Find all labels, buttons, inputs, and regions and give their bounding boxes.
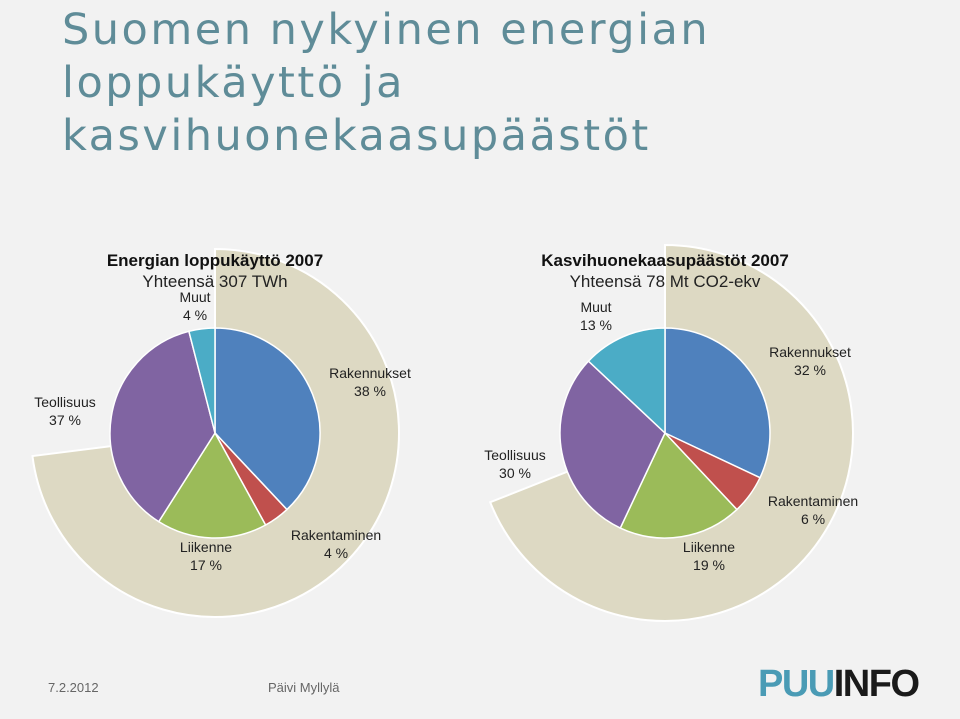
chart-subtitle: Yhteensä 78 Mt CO2-ekv <box>569 272 761 291</box>
chart-title: Kasvihuonekaasupäästöt 2007 <box>541 251 789 270</box>
pie-chart-1 <box>32 249 411 617</box>
puuinfo-logo <box>758 660 933 702</box>
logo-text-puu: PUU <box>758 663 834 702</box>
slice-label-rakentaminen: Rakentaminen 6 % <box>767 493 859 527</box>
pie-chart-2 <box>484 245 858 621</box>
slice-label-liikenne: Liikenne 19 % <box>682 539 736 573</box>
footer-date: 7.2.2012 <box>48 680 99 695</box>
svg-text:PUUINFO <box>758 663 919 702</box>
slice-label-muut: Muut 13 % <box>580 299 612 333</box>
footer-author: Päivi Myllylä <box>268 680 340 695</box>
chart-title: Energian loppukäyttö 2007 <box>106 251 324 270</box>
slice-label-rakennukset: Rakennukset 38 % <box>329 365 411 399</box>
slice-label-muut: Muut 4 % <box>179 289 211 323</box>
slice-label-teollisuus: Teollisuus 37 % <box>34 394 96 428</box>
slice-label-rakentaminen: Rakentaminen 4 % <box>290 527 382 561</box>
slice-label-teollisuus: Teollisuus 30 % <box>484 447 546 481</box>
slice-label-liikenne: Liikenne 17 % <box>179 539 233 573</box>
chart-subtitle: Yhteensä 307 TWh <box>142 272 288 291</box>
logo-text-info: INFO <box>833 663 919 702</box>
slice-label-rakennukset: Rakennukset 32 % <box>769 344 851 378</box>
slide-title: Suomen nykyinen energian loppukäyttö ja kasvihuonekaasupäästöt <box>62 5 711 161</box>
